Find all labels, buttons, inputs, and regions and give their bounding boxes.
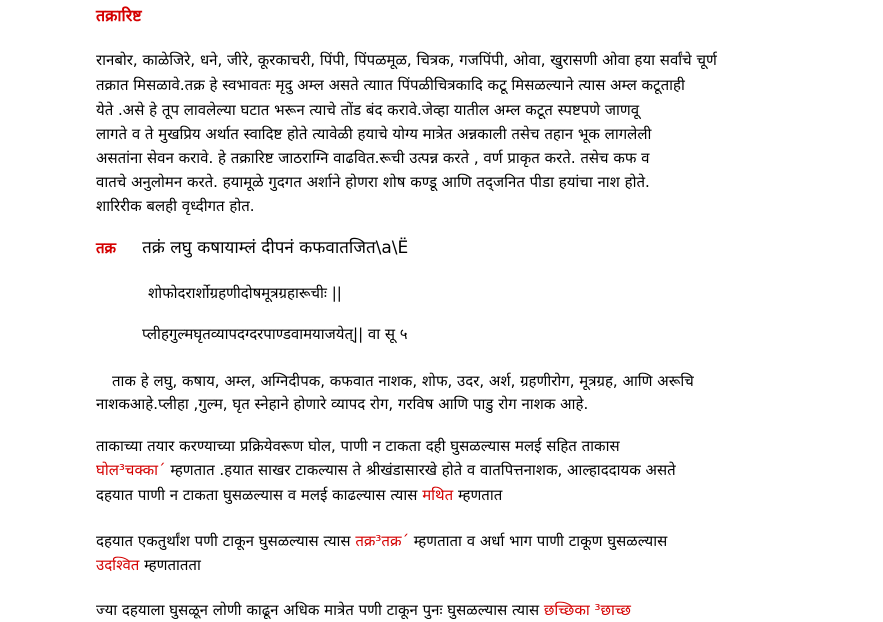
text-line: [96, 485, 502, 505]
text-line: तक्रात मिसळावे.तक्र हे स्वभावतः मृदु अम्ल असते त्याात पिंपळीचित्रकादि कटू मिसळल्याने त्यास अम्ल कटूताही: [96, 76, 685, 94]
verse-label: तक्र: [96, 239, 117, 257]
highlighted-term: तक्र³तक्र´: [355, 532, 409, 550]
text-line: [96, 531, 667, 551]
text-line: शारिरीक बलही वृध्दीगत होत.: [96, 197, 255, 215]
text-line: [96, 600, 631, 620]
text-line: लागते व ते मुखप्रिय अर्थात स्वादिष्ट होते त्यावेळी हयाचे योग्य मात्रेत अन्नकाली तसेच तहान भूक लागलेली: [96, 125, 652, 143]
text-segment: म्हणतात .हयात साखर टाकल्यास ते श्रीखंडासारखे होते व वातपित्तनाशक, आल्हाददायक असते: [165, 461, 676, 479]
text-line: वातचे अनुलोमन करते. हयामूळे गुदगत अर्शाने होणरा शोष कण्डू आणि तद्जनित पीडा हयांचा नाश होते.: [96, 173, 650, 191]
text-line: ताक हे लघु, कषाय, अम्ल, अग्निदीपक, कफवात नाशक, शोफ, उदर, अर्श, ग्रहणीरोग, मूत्रग्रह, आणि अरूचि: [112, 372, 694, 390]
highlighted-term: मथित: [422, 486, 454, 504]
verse-text: तक्रं लघु कषायाम्लं दीपनं कफवातजित\a\Ë: [142, 238, 409, 258]
text-line: नाशकआहे.प्लीहा ,गुल्म, घृत स्नेहाने होणारे व्यापद रोग, गरविष आणि पाडु रोग नाशक आहे.: [96, 395, 589, 413]
text-segment: दहयात एकतुर्थांश पणी टाकून घुसळल्यास त्यास: [96, 532, 356, 550]
text-segment: दहयात पाणी न टाकता घुसळल्यास व मलई काढल्यास त्यास: [96, 486, 423, 504]
text-line: रानबोर, काळेजिरे, धने, जीरे, कूरकाचरी, पिंपी, पिंपळमूळ, चित्रक, गजपिंपी, ओवा, खुरासणी ओवा हया सर्वांचे चूर्ण: [96, 51, 717, 69]
text-line: [96, 460, 676, 480]
verse-line: प्लीहगुल्मघृतव्यापदग्दरपाण्डवामयाजयेत्|| वा सू ५: [142, 325, 408, 343]
highlighted-term: घोल³चक्का´: [96, 461, 166, 479]
text-line: ताकाच्या तयार करण्याच्या प्रक्रियेवरूण घोल, पाणी न टाकता दही घुसळल्यास मलई सहित ताकास: [96, 437, 620, 455]
text-line: [96, 555, 201, 575]
highlighted-term: उदश्वित: [96, 556, 140, 574]
text-segment: ज्या दहयाला घुसळून लोणी काढून अधिक मात्रेत पणी टाकून पुनः घुसळल्यास त्यास: [96, 601, 544, 619]
highlighted-term: छच्छिका ³छाच्छ: [543, 601, 631, 619]
text-segment: म्हणताता व अर्धा भाग पाणी टाकूण घुसळल्यास: [408, 532, 668, 550]
text-line: येते .असे हे तूप लावलेल्या घटात भरून त्याचे तोंड बंद करावे.जेव्हा यातील अम्ल कटूत स्पष्टपणे जाणवू: [96, 101, 640, 119]
verse-line: [96, 238, 408, 258]
text-line: असतांना सेवन करावे. हे तक्रारिष्ट जाठराग्नि वाढवित.रूची उत्पन्न करते , वर्ण प्राकृत करते. तसेच कफ व: [96, 149, 650, 167]
verse-line: शोफोदरार्शोग्रहणीदोषमूत्रग्रहारूचीः ||: [148, 284, 342, 302]
text-segment: म्हणतातता: [139, 556, 201, 574]
text-segment: म्हणतात: [453, 486, 503, 504]
page-title: तक्रारिष्ट: [96, 6, 142, 25]
